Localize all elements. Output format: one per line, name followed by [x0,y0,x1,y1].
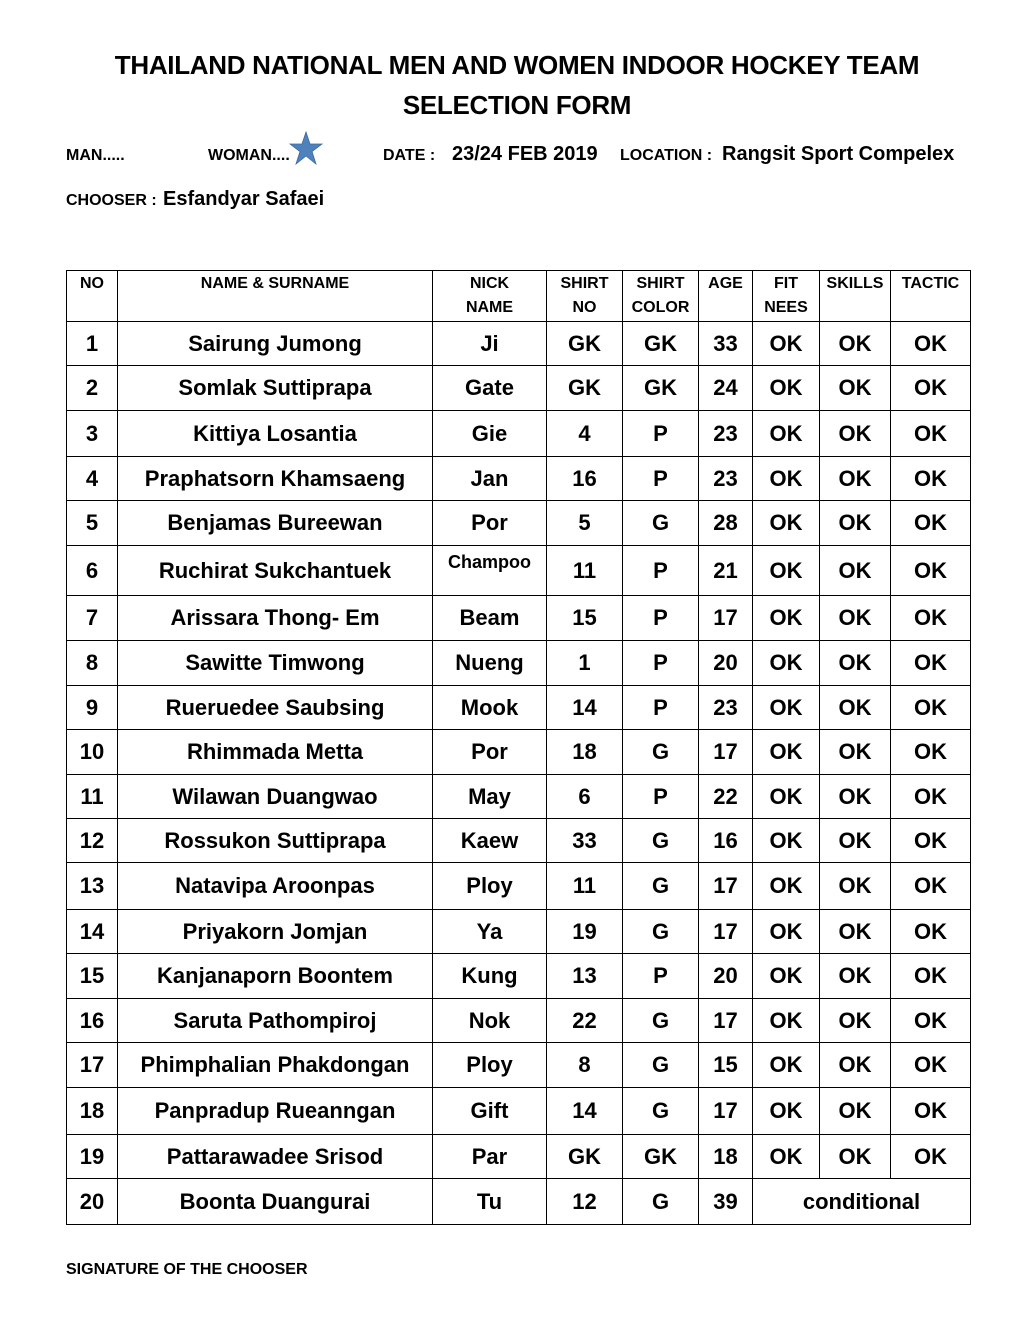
date-value: 23/24 FEB 2019 [452,143,598,165]
column-header-line2: NEES [764,299,808,316]
tactic-cell: OK [891,819,971,863]
tactic-cell: OK [891,910,971,954]
fitness-cell: OK [753,1043,820,1088]
fitness-cell: OK [753,954,820,999]
chooser-value: Esfandyar Safaei [163,188,325,210]
shirt-color-cell: P [623,596,699,641]
tactic-cell: OK [891,686,971,730]
tactic-cell: OK [891,501,971,546]
tactic-cell: OK [891,730,971,775]
fitness-cell: OK [753,366,820,411]
skills-cell: OK [820,1043,891,1088]
fitness-cell: OK [753,546,820,596]
skills-cell: OK [820,686,891,730]
table-row [67,863,971,910]
player-number-cell: 1 [67,322,118,366]
shirt-color-cell: G [623,999,699,1043]
player-number-cell: 13 [67,863,118,910]
nickname-cell: Kung [433,954,547,999]
skills-cell: OK [820,596,891,641]
age-cell: 22 [699,775,753,819]
table-row [67,910,971,954]
nickname-cell: Por [433,730,547,775]
column-header [67,271,118,322]
shirt-color-cell: GK [623,366,699,411]
fitness-cell: OK [753,1135,820,1179]
age-cell: 17 [699,730,753,775]
player-number-cell: 9 [67,686,118,730]
table-row [67,501,971,546]
fitness-cell: OK [753,730,820,775]
fitness-cell: OK [753,863,820,910]
age-cell: 17 [699,596,753,641]
shirt-color-cell: P [623,775,699,819]
tactic-cell: OK [891,999,971,1043]
age-cell: 39 [699,1179,753,1225]
player-number-cell: 2 [67,366,118,411]
nickname-cell: Gate [433,366,547,411]
shirt-color-cell: G [623,819,699,863]
tactic-cell: OK [891,322,971,366]
tactic-cell: OK [891,457,971,501]
table-row [67,775,971,819]
location-value: Rangsit Sport Compelex [722,143,955,165]
tactic-cell: OK [891,596,971,641]
table-row [67,596,971,641]
player-name-cell: Wilawan Duangwao [118,775,433,819]
column-header-line1: TACTIC [901,275,960,292]
column-header-line1: SHIRT [636,275,685,292]
skills-cell: OK [820,819,891,863]
player-name-cell: Somlak Suttiprapa [118,366,433,411]
signature-label: SIGNATURE OF THE CHOOSER [66,1261,308,1278]
player-name-cell: Rueruedee Saubsing [118,686,433,730]
header-row [67,271,971,322]
player-name-cell: Pattarawadee Srisod [118,1135,433,1179]
age-cell: 33 [699,322,753,366]
player-number-cell: 12 [67,819,118,863]
skills-cell: OK [820,999,891,1043]
skills-cell: OK [820,366,891,411]
table-row [67,1135,971,1179]
player-number-cell: 20 [67,1179,118,1225]
player-name-cell: Arissara Thong- Em [118,596,433,641]
fitness-cell: OK [753,457,820,501]
player-number-cell: 11 [67,775,118,819]
form-subtitle: SELECTION FORM [402,90,632,120]
column-header-line2: COLOR [631,299,690,316]
player-name-cell: Kanjanaporn Boontem [118,954,433,999]
table-row [67,366,971,411]
column-header [820,271,891,322]
shirt-number-cell: 22 [547,999,623,1043]
player-number-cell: 14 [67,910,118,954]
star-icon [289,131,323,165]
player-name-cell: Saruta Pathompiroj [118,999,433,1043]
column-header-line1: NICK [469,275,510,292]
age-cell: 20 [699,641,753,686]
skills-cell: OK [820,501,891,546]
shirt-number-cell: 12 [547,1179,623,1225]
shirt-number-cell: 15 [547,596,623,641]
fitness-cell: OK [753,596,820,641]
shirt-color-cell: G [623,1088,699,1135]
nickname-cell: Por [433,501,547,546]
player-name-cell: Panpradup Rueanngan [118,1088,433,1135]
column-header [699,271,753,322]
player-number-cell: 7 [67,596,118,641]
shirt-number-cell: 19 [547,910,623,954]
tactic-cell: OK [891,775,971,819]
age-cell: 15 [699,1043,753,1088]
fitness-cell: OK [753,411,820,457]
table-row [67,641,971,686]
column-header-line1: NAME & SURNAME [200,275,350,292]
skills-cell: OK [820,775,891,819]
nickname-cell: Kaew [433,819,547,863]
table-row [67,819,971,863]
man-label: MAN..... [66,147,125,164]
column-header [118,271,433,322]
fitness-cell: OK [753,910,820,954]
fitness-cell: OK [753,686,820,730]
column-header-line1: AGE [708,275,743,292]
age-cell: 18 [699,1135,753,1179]
shirt-number-cell: 8 [547,1043,623,1088]
player-name-cell: Rossukon Suttiprapa [118,819,433,863]
player-number-cell: 16 [67,999,118,1043]
skills-cell: OK [820,954,891,999]
skills-cell: OK [820,641,891,686]
shirt-color-cell: P [623,546,699,596]
woman-label: WOMAN.... [208,147,290,164]
age-cell: 23 [699,686,753,730]
nickname-cell: Nok [433,999,547,1043]
player-name-cell: Sawitte Timwong [118,641,433,686]
column-header [547,271,623,322]
age-cell: 17 [699,1088,753,1135]
skills-cell: OK [820,730,891,775]
shirt-color-cell: P [623,641,699,686]
skills-cell: OK [820,1088,891,1135]
fitness-cell: OK [753,999,820,1043]
tactic-cell: OK [891,641,971,686]
player-name-cell: Phimphalian Phakdongan [118,1043,433,1088]
shirt-color-cell: GK [623,322,699,366]
shirt-number-cell: 5 [547,501,623,546]
column-header-line1: NO [80,275,104,292]
player-name-cell: Natavipa Aroonpas [118,863,433,910]
shirt-color-cell: GK [623,1135,699,1179]
form-title: THAILAND NATIONAL MEN AND WOMEN INDOOR HOCKEY TEAM [114,50,920,80]
skills-cell: OK [820,322,891,366]
nickname-cell: Nueng [433,641,547,686]
shirt-color-cell: P [623,954,699,999]
player-number-cell: 10 [67,730,118,775]
column-header [433,271,547,322]
shirt-color-cell: G [623,501,699,546]
column-header [891,271,971,322]
nickname-cell: Beam [433,596,547,641]
shirt-number-cell: 14 [547,686,623,730]
player-name-cell: Ruchirat Sukchantuek [118,546,433,596]
table-row [67,954,971,999]
shirt-number-cell: 11 [547,863,623,910]
age-cell: 17 [699,863,753,910]
table-row [67,1043,971,1088]
skills-cell: OK [820,1135,891,1179]
shirt-number-cell: GK [547,322,623,366]
shirt-color-cell: G [623,730,699,775]
player-number-cell: 17 [67,1043,118,1088]
player-name-cell: Rhimmada Metta [118,730,433,775]
shirt-number-cell: 4 [547,411,623,457]
player-number-cell: 4 [67,457,118,501]
fitness-cell: OK [753,322,820,366]
nickname-cell: Champoo [433,546,547,596]
player-number-cell: 3 [67,411,118,457]
tactic-cell: OK [891,954,971,999]
tactic-cell: OK [891,1088,971,1135]
column-header-line1: FIT [774,275,798,292]
tactic-cell: OK [891,411,971,457]
fitness-cell: OK [753,501,820,546]
nickname-cell: Tu [433,1179,547,1225]
nickname-cell: Ploy [433,1043,547,1088]
table-row [67,322,971,366]
age-cell: 23 [699,411,753,457]
age-cell: 21 [699,546,753,596]
table-row [67,546,971,596]
table-row [67,457,971,501]
table-row [67,411,971,457]
table-row [67,1179,971,1225]
column-header-line1: SKILLS [826,275,884,292]
nickname-cell: Par [433,1135,547,1179]
age-cell: 17 [699,999,753,1043]
age-cell: 28 [699,501,753,546]
shirt-color-cell: G [623,863,699,910]
shirt-number-cell: 1 [547,641,623,686]
column-header [753,271,820,322]
player-name-cell: Priyakorn Jomjan [118,910,433,954]
selection-table [66,270,971,1225]
player-number-cell: 15 [67,954,118,999]
shirt-number-cell: GK [547,1135,623,1179]
table-row [67,686,971,730]
table-row [67,730,971,775]
tactic-cell: OK [891,1135,971,1179]
fitness-cell: OK [753,775,820,819]
player-name-cell: Praphatsorn Khamsaeng [118,457,433,501]
nickname-cell: Mook [433,686,547,730]
shirt-color-cell: P [623,457,699,501]
shirt-color-cell: G [623,1179,699,1225]
table-row [67,1088,971,1135]
player-number-cell: 5 [67,501,118,546]
player-number-cell: 6 [67,546,118,596]
player-number-cell: 18 [67,1088,118,1135]
tactic-cell: OK [891,1043,971,1088]
age-cell: 24 [699,366,753,411]
tactic-cell: OK [891,863,971,910]
nickname-cell: Gie [433,411,547,457]
shirt-number-cell: 11 [547,546,623,596]
nickname-cell: Jan [433,457,547,501]
fitness-cell: OK [753,819,820,863]
tactic-cell: OK [891,366,971,411]
shirt-color-cell: G [623,1043,699,1088]
chooser-label: CHOOSER : [66,192,157,209]
age-cell: 16 [699,819,753,863]
fitness-cell: OK [753,1088,820,1135]
nickname-cell: Gift [433,1088,547,1135]
fitness-cell: OK [753,641,820,686]
shirt-number-cell: 13 [547,954,623,999]
shirt-number-cell: 14 [547,1088,623,1135]
shirt-color-cell: P [623,411,699,457]
shirt-color-cell: P [623,686,699,730]
shirt-number-cell: 6 [547,775,623,819]
shirt-number-cell: GK [547,366,623,411]
shirt-number-cell: 16 [547,457,623,501]
skills-cell: OK [820,411,891,457]
skills-cell: OK [820,863,891,910]
shirt-number-cell: 18 [547,730,623,775]
shirt-color-cell: G [623,910,699,954]
tactic-cell: OK [891,546,971,596]
column-header-line2: NO [572,299,597,316]
age-cell: 20 [699,954,753,999]
nickname-cell: Ploy [433,863,547,910]
nickname-cell: Ji [433,322,547,366]
age-cell: 17 [699,910,753,954]
player-number-cell: 19 [67,1135,118,1179]
column-header [623,271,699,322]
player-name-cell: Kittiya Losantia [118,411,433,457]
date-label: DATE : [383,147,436,164]
nickname-cell: May [433,775,547,819]
table-row [67,999,971,1043]
player-name-cell: Sairung Jumong [118,322,433,366]
nickname-cell: Ya [433,910,547,954]
status-cell: conditional [753,1179,971,1225]
player-name-cell: Benjamas Bureewan [118,501,433,546]
skills-cell: OK [820,546,891,596]
column-header-line2: NAME [465,299,514,316]
player-number-cell: 8 [67,641,118,686]
age-cell: 23 [699,457,753,501]
skills-cell: OK [820,910,891,954]
shirt-number-cell: 33 [547,819,623,863]
player-name-cell: Boonta Duangurai [118,1179,433,1225]
location-label: LOCATION : [620,147,713,164]
skills-cell: OK [820,457,891,501]
column-header-line1: SHIRT [560,275,609,292]
